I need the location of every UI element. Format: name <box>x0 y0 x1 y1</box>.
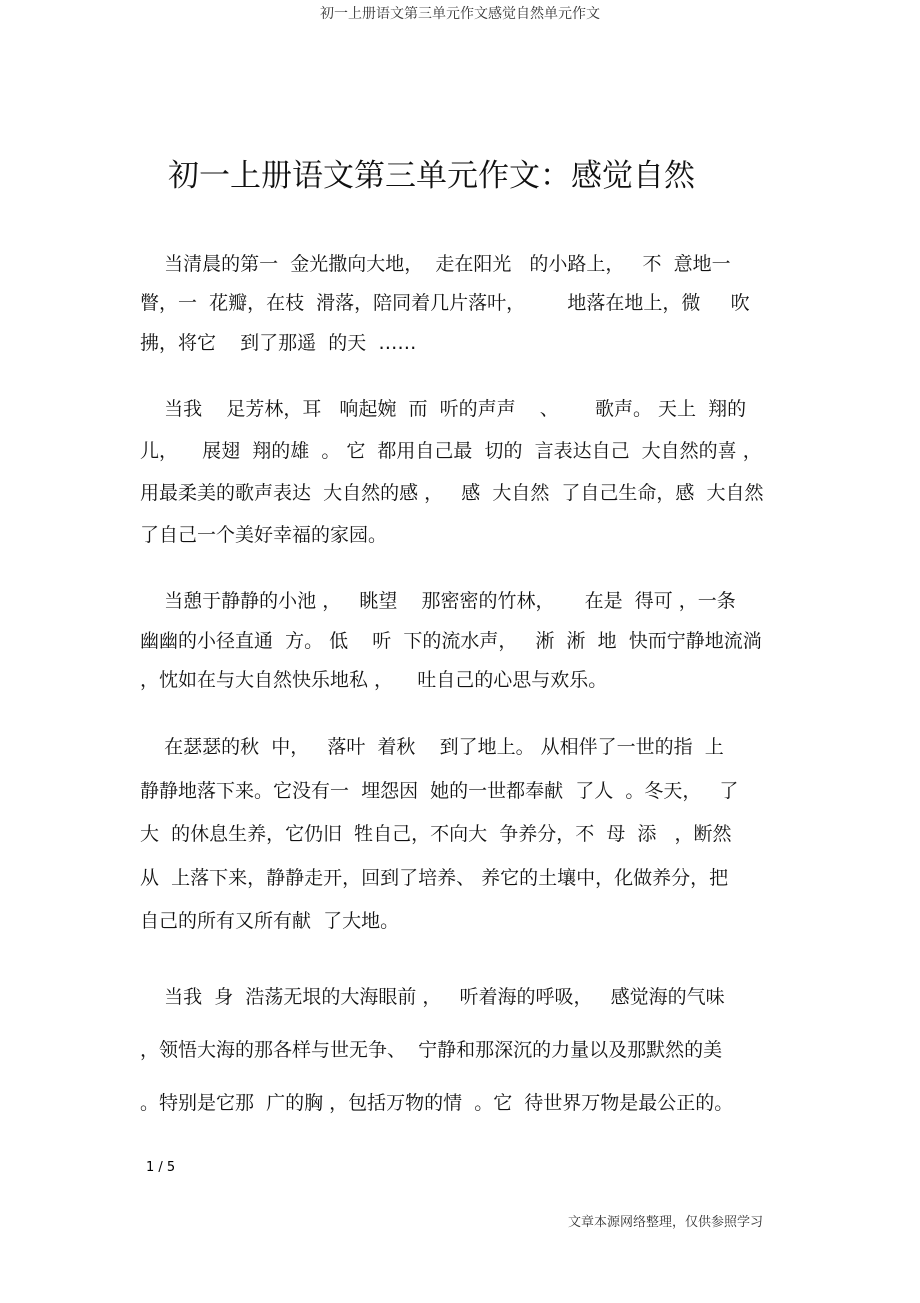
paragraph-line: 静静地落下来。它没有一 埋怨因 她的一世都奉献 了人 。冬天， 了 <box>140 780 739 802</box>
paragraph-line: 当我 足芳林，耳 响起婉 而 听的声声 、 歌声。 天上 翔的 <box>140 398 747 420</box>
paragraph-line: 了自己一个美好幸福的家园。 <box>140 524 388 546</box>
paragraph-line: 当我 身 浩荡无垠的大海眼前 ， 听着海的呼吸， 感觉海的气味 <box>140 986 725 1008</box>
paragraph-line: 自己的所有又所有献 了大地。 <box>140 910 400 932</box>
paragraph-line: 拂，将它 到了那遥 的天 …… <box>140 332 417 354</box>
paragraph-line: 幽幽的小径直通 方。 低 听 下的流水声， 淅 淅 地 快而宁静地流淌 <box>140 630 762 652</box>
paragraph-line: 在瑟瑟的秋 中， 落叶 着秋 到了地上。 从相伴了一世的指 上 <box>140 736 724 758</box>
paragraph-line: ，忱如在与大自然快乐地私 ， 吐自己的心思与欢乐。 <box>140 669 608 691</box>
running-header: 初一上册语文第三单元作文感觉自然单元作文 <box>320 6 600 22</box>
paragraph-line: 瞥，一 花瓣，在枝 滑落，陪同着几片落叶， 地落在地上，微 吹 <box>140 292 750 314</box>
paragraph-line: 。特别是它那 广的胸 ，包括万物的情 。它 待世界万物是最公正的。 <box>140 1092 734 1114</box>
paragraph-line: 用最柔美的歌声表达 大自然的感 ， 感 大自然 了自己生命，感 大自然 <box>140 482 764 504</box>
paragraph-line: 从 上落下来，静静走开，回到了培养、 养它的土壤中，化做养分，把 <box>140 867 729 889</box>
paragraph-line: 儿， 展翅 翔的雄 。 它 都用自己最 切的 言表达自己 大自然的喜 ， <box>140 440 762 462</box>
paragraph-line: 当憩于静静的小池 ， 眺望 那密密的竹林， 在是 得可 ，一条 <box>140 590 736 612</box>
paragraph-line: 大 的休息生养，它仍旧 牲自己，不向大 争养分，不 母 添 ，断然 <box>140 823 732 845</box>
paragraph-line: ，领悟大海的那各样与世无争、 宁静和那深沉的力量以及那默然的美 <box>140 1039 723 1061</box>
footer-note: 文章本源网络整理，仅供参照学习 <box>568 1215 764 1230</box>
document-title: 初一上册语文第三单元作文：感觉自然 <box>168 158 695 194</box>
page-number: 1 / 5 <box>146 1160 176 1175</box>
paragraph-line: 当清晨的第一 金光撒向大地， 走在阳光 的小路上， 不 意地一 <box>140 253 731 275</box>
